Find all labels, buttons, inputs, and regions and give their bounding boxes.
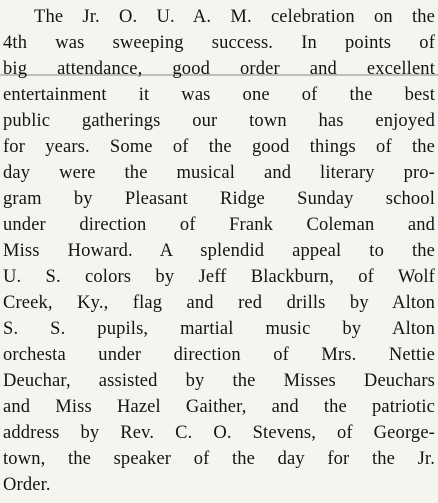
article-line-14: orchesta under direction of Mrs. Nettie xyxy=(3,345,435,365)
article-line-7: day were the musical and literary pro- xyxy=(3,163,435,183)
article-line-4: entertainment it was one of the best xyxy=(3,85,435,105)
article-line-15: Deuchar, assisted by the Misses Deuchars xyxy=(3,371,435,391)
article-line-17: address by Rev. C. O. Stevens, of George- xyxy=(3,423,435,443)
article-line-16: and Miss Hazel Gaither, and the patriotic xyxy=(3,397,435,417)
article-line-9: under direction of Frank Coleman and xyxy=(3,215,435,235)
article-line-13: S. S. pupils, martial music by Alton xyxy=(3,319,435,339)
article-line-19: Order. xyxy=(3,475,51,495)
article-line-12: Creek, Ky., flag and red drills by Alton xyxy=(3,293,435,313)
article-line-10: Miss Howard. A splendid appeal to the xyxy=(3,241,435,261)
article-line-5: public gatherings our town has enjoyed xyxy=(3,111,435,131)
article-line-6: for years. Some of the good things of the xyxy=(3,137,435,157)
article-line-2: 4th was sweeping success. In points of xyxy=(3,33,435,53)
article-line-1: The Jr. O. U. A. M. celebration on the xyxy=(34,7,435,27)
article-line-3: big attendance, good order and excellent xyxy=(3,59,435,79)
article-line-18: town, the speaker of the day for the Jr. xyxy=(3,449,435,469)
article-line-8: gram by Pleasant Ridge Sunday school xyxy=(3,189,435,209)
article-line-11: U. S. colors by Jeff Blackburn, of Wolf xyxy=(3,267,435,287)
